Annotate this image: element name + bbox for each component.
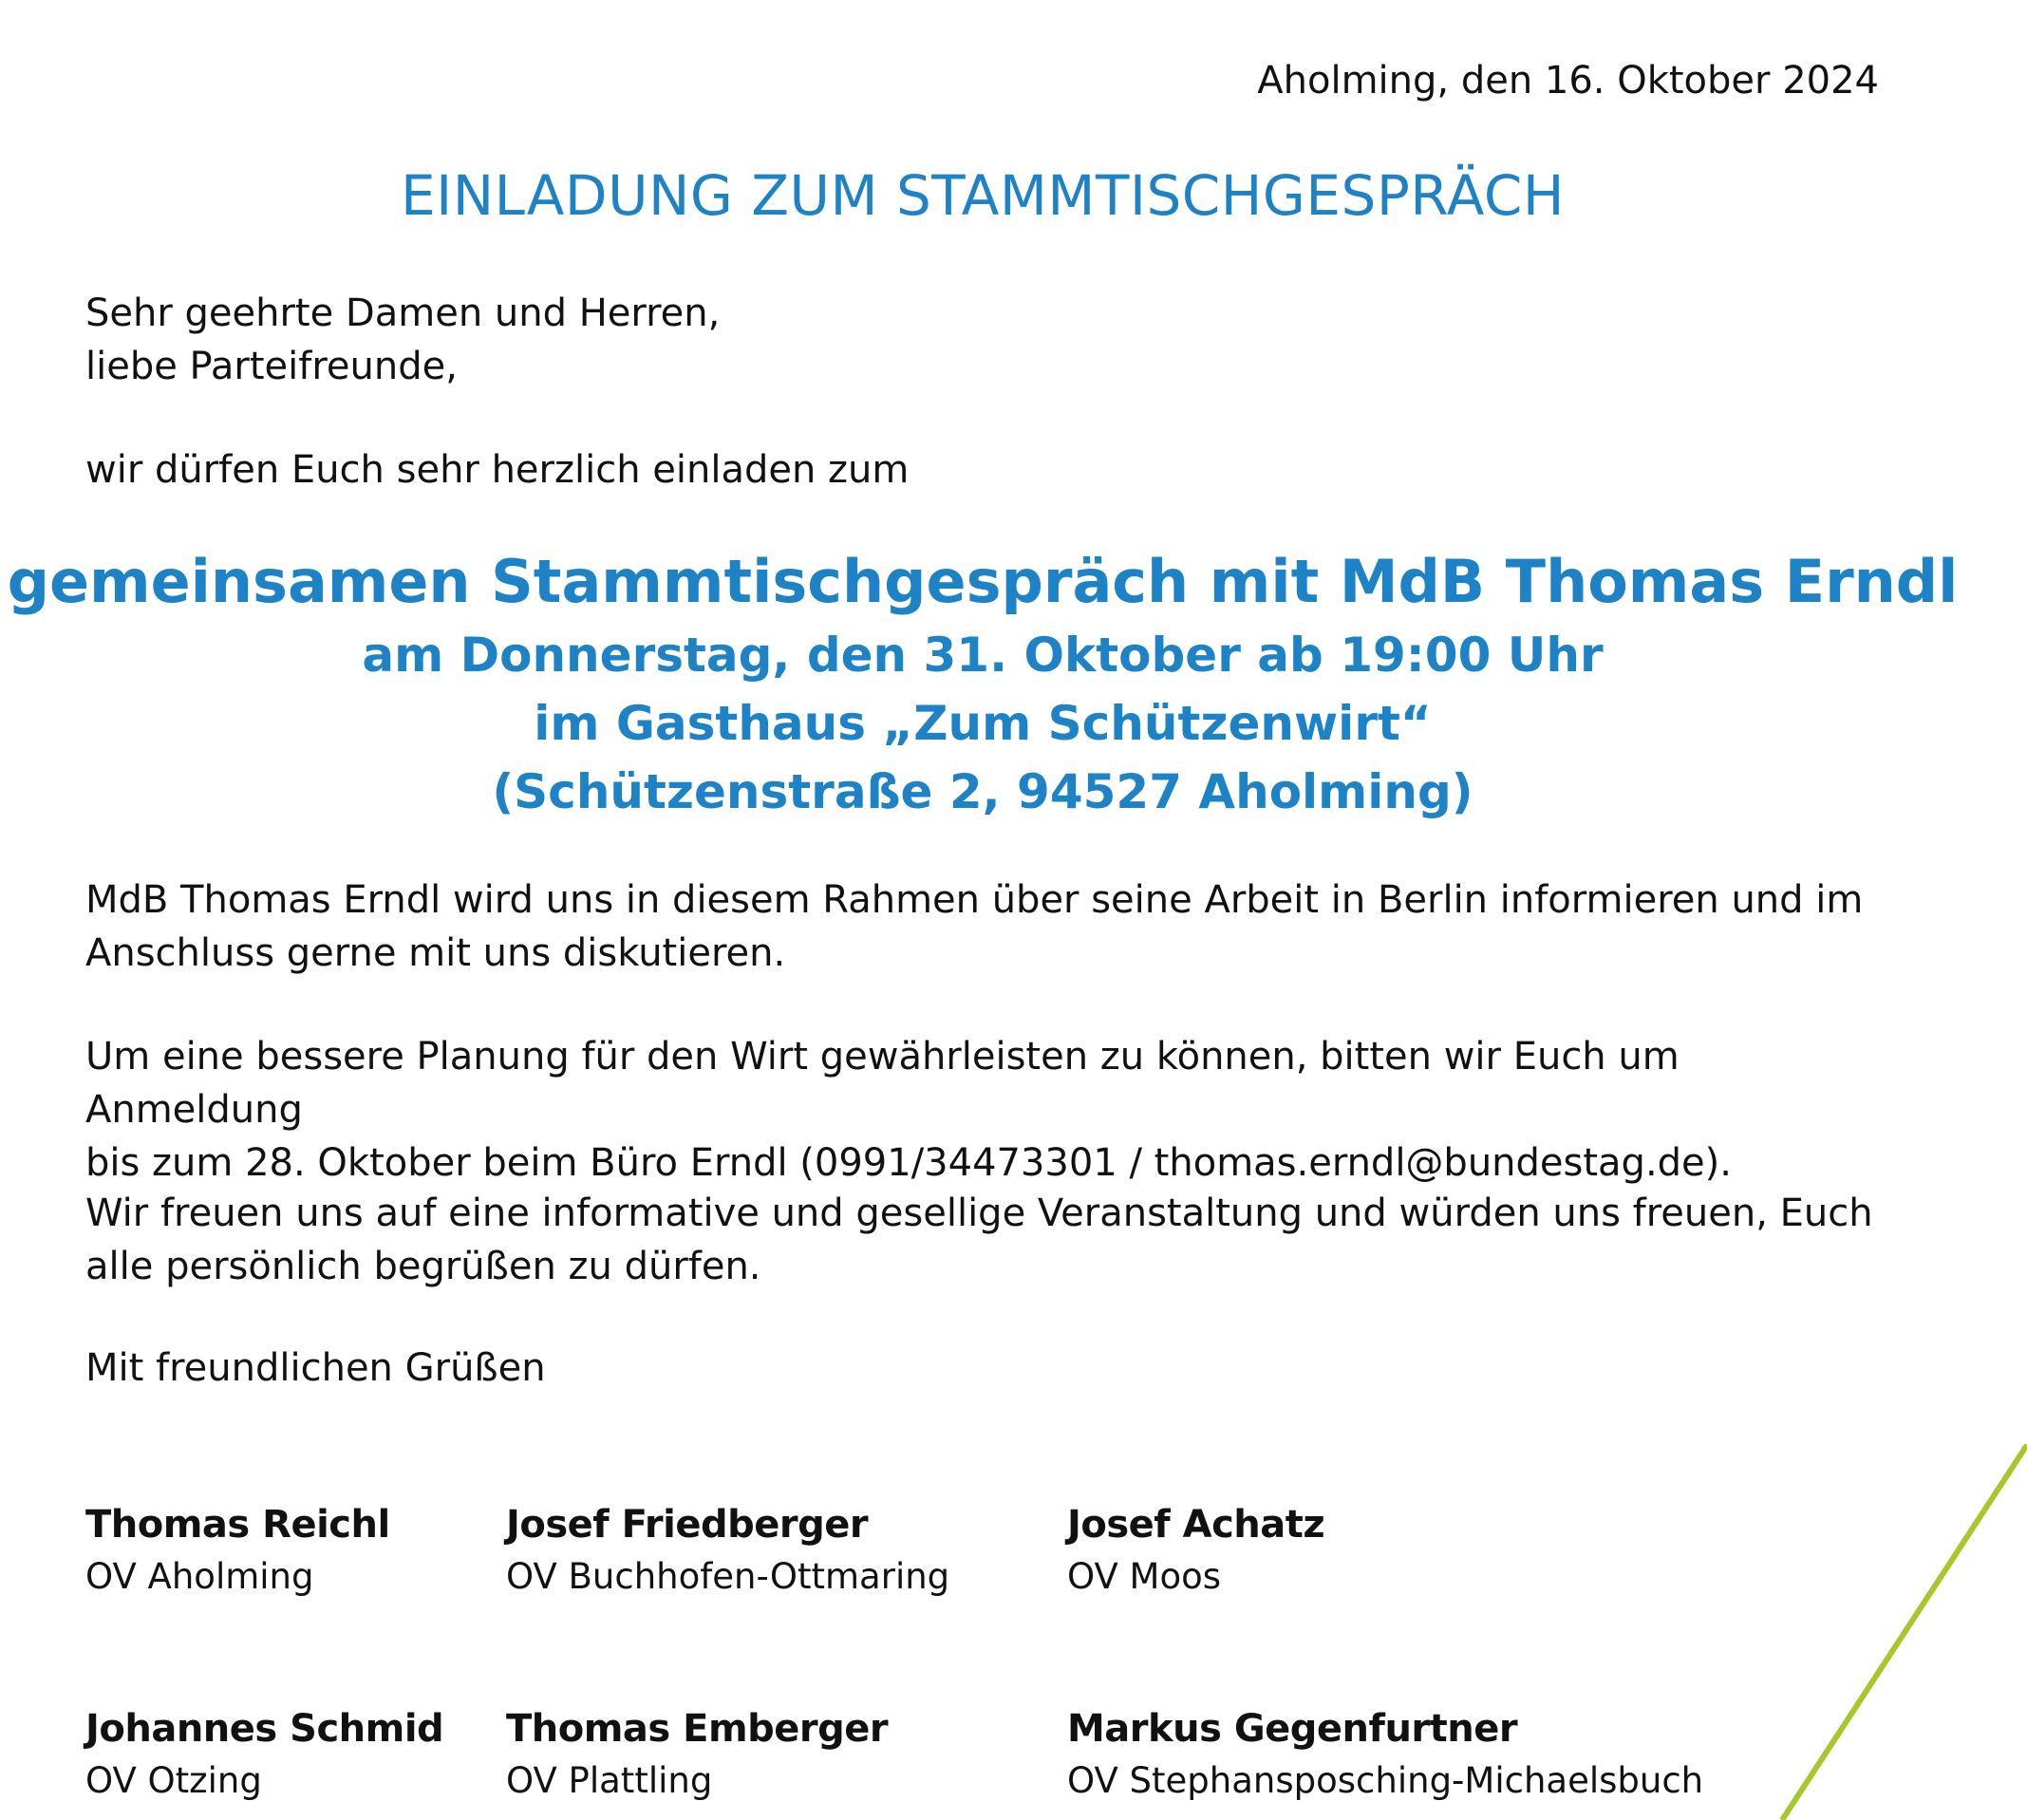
signatory-name: Thomas Emberger: [506, 1707, 889, 1751]
event-date-time: am Donnerstag, den 31. Oktober ab 19:00 Uhr: [362, 628, 1604, 683]
closing-salutation: Mit freundlichen Grüßen: [85, 1346, 546, 1390]
signatory-name: Josef Friedberger: [506, 1503, 869, 1547]
paragraph-line: alle persönlich begrüßen zu dürfen.: [85, 1245, 761, 1288]
signatory-ov: OV Stephansposching-Michaelsbuch: [1067, 1760, 1704, 1801]
date-line: Aholming, den 16. Oktober 2024: [1257, 59, 1879, 103]
paragraph-line: Wir freuen uns auf eine informative und gesellige Veranstaltung und würden uns freuen, Euch: [85, 1191, 1873, 1235]
signatory-name: Josef Achatz: [1067, 1503, 1325, 1547]
intro-text: wir dürfen Euch sehr herzlich einladen zum: [85, 448, 910, 492]
greeting-line-1: Sehr geehrte Damen und Herren,: [85, 291, 721, 335]
paragraph-line: bis zum 28. Oktober beim Büro Erndl (0991/34473301 / thomas.erndl@bundestag.de).: [85, 1141, 1732, 1185]
paragraph-line: MdB Thomas Erndl wird uns in diesem Rahmen über seine Arbeit in Berlin informieren und im: [85, 878, 1864, 922]
letter-title: EINLADUNG ZUM STAMMTISCHGESPRÄCH: [400, 163, 1566, 228]
signatory-ov: OV Otzing: [85, 1760, 262, 1801]
signatory-name: Markus Gegenfurtner: [1067, 1707, 1518, 1751]
event-headline: gemeinsamen Stammtischgespräch mit MdB Thomas Erndl: [7, 547, 1959, 616]
signatory-ov: OV Plattling: [506, 1760, 713, 1801]
event-address: (Schützenstraße 2, 94527 Aholming): [492, 764, 1473, 819]
signatory-name: Thomas Reichl: [85, 1503, 390, 1547]
signatory-name: Johannes Schmid: [85, 1707, 444, 1751]
paragraph-line: Anschluss gerne mit uns diskutieren.: [85, 931, 786, 975]
paragraph-line: Um eine bessere Planung für den Wirt gewährleisten zu können, bitten wir Euch um Anmeldung: [85, 1035, 1680, 1132]
signatory-ov: OV Moos: [1067, 1556, 1222, 1597]
signatory-ov: OV Buchhofen-Ottmaring: [506, 1556, 950, 1597]
green-diagonal-stroke: [1782, 1445, 2027, 1820]
event-venue: im Gasthaus „Zum Schützenwirt“: [534, 696, 1432, 751]
signatory-ov: OV Aholming: [85, 1556, 314, 1597]
greeting-line-2: liebe Parteifreunde,: [85, 345, 458, 388]
